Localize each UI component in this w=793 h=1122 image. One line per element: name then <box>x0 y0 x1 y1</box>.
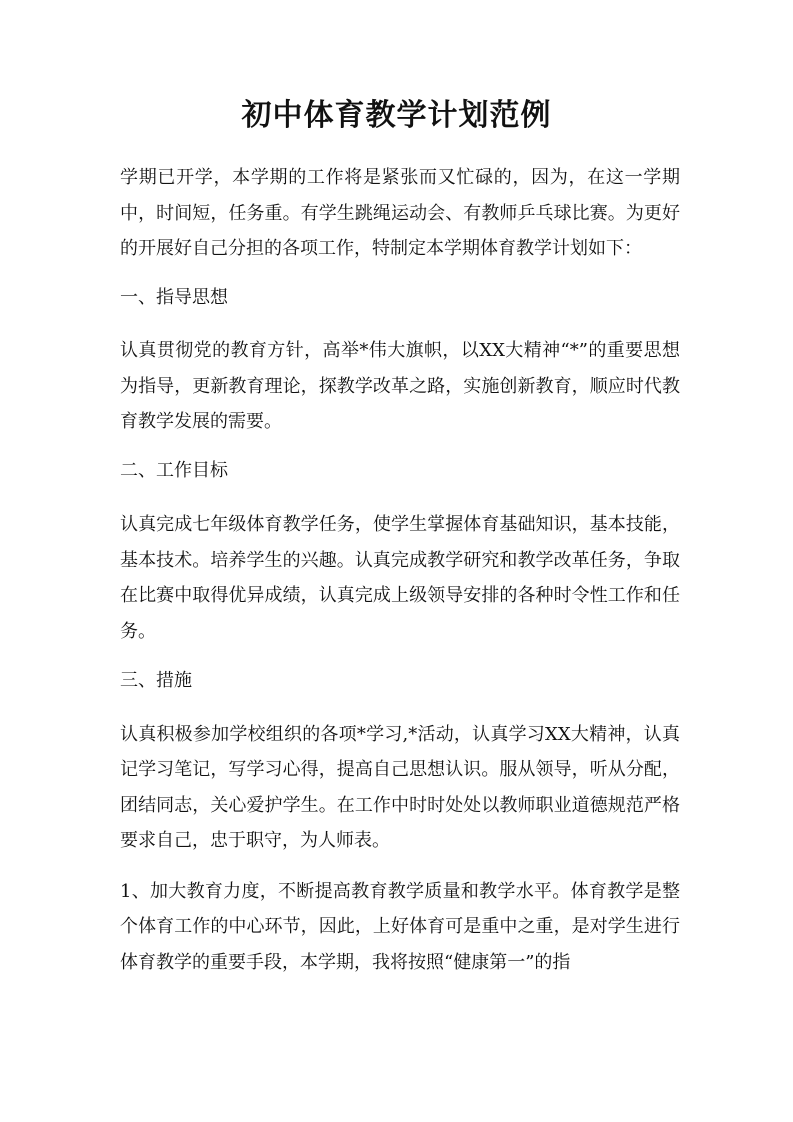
document-title: 初中体育教学计划范例 <box>241 98 552 133</box>
work-goals-paragraph: 认真完成七年级体育教学任务，使学生掌握体育基础知识，基本技能，基本技术。培养学生的兴趣。认真完成教学研究和教学改革任务，争取在比赛中取得优异成绩，认真完成上级领导安排的各种时令性工作和任务。 <box>120 514 680 642</box>
guiding-ideology-paragraph: 认真贯彻党的教育方针，高举*伟大旗帜，以XX大精神“*”的重要思想为指导，更新教育理论，探教学改革之路，实施创新教育，顺应时代教育教学发展的需要。 <box>120 340 680 432</box>
section-heading-measures: 三、措施 <box>120 670 192 691</box>
measures-paragraph: 认真积极参加学校组织的各项*学习,*活动，认真学习XX大精神，认真记学习笔记，写学习心得，提高自己思想认识。服从领导，听从分配，团结同志，关心爱护学生。在工作中时时处处以教师职业道德规范严格要求自己，忠于职守，为人师表。 <box>120 723 680 851</box>
measures-item-1: 1、加大教育力度，不断提高教育教学质量和教学水平。体育教学是整个体育工作的中心环节，因此，上好体育可是重中之重，是对学生进行体育教学的重要手段，本学期，我将按照“健康第一”的指 <box>120 880 680 973</box>
document-body <box>120 160 680 1000</box>
section-heading-guiding-ideology: 一、指导思想 <box>120 286 228 308</box>
intro-paragraph: 学期已开学，本学期的工作将是紧张而又忙碌的，因为，在这一学期中，时间短，任务重。有学生跳绳运动会、有教师乒乓球比赛。为更好的开展好自己分担的各项工作，特制定本学期体育教学计划如下： <box>120 167 680 259</box>
section-heading-work-goals: 二、工作目标 <box>120 459 228 481</box>
